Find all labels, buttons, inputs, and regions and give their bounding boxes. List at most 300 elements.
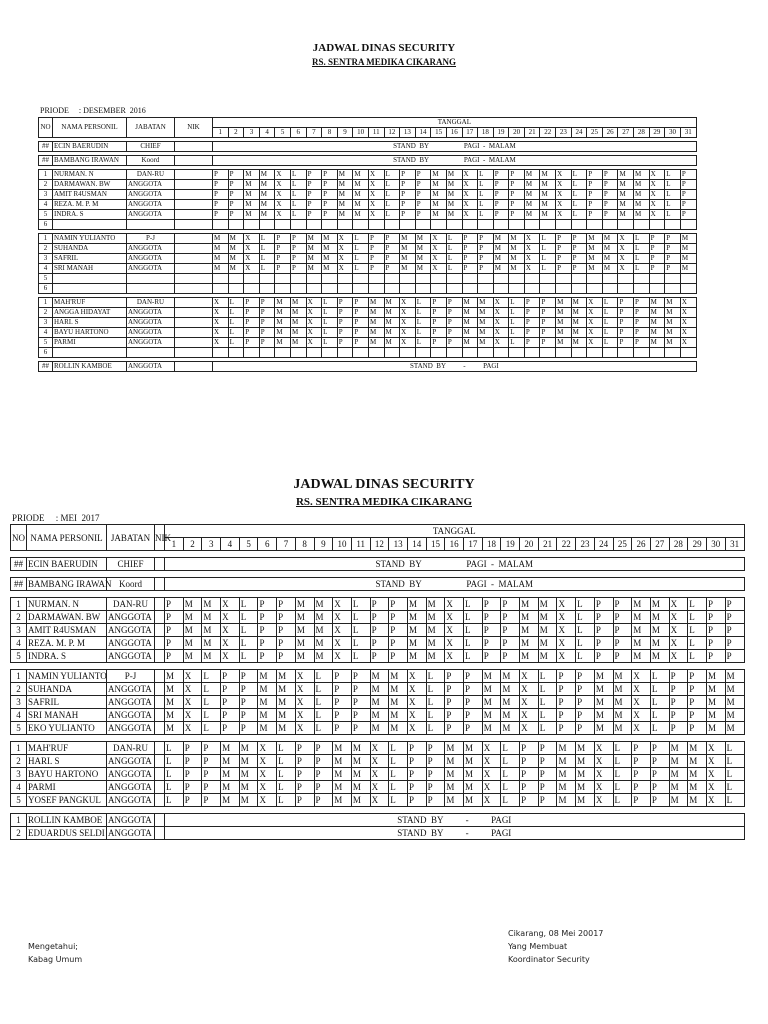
shift-cell: M bbox=[650, 624, 669, 637]
shift-cell: M bbox=[351, 755, 370, 768]
shift-cell: M bbox=[613, 696, 632, 709]
shift-cell: X bbox=[400, 308, 416, 318]
shift-cell: M bbox=[277, 670, 296, 683]
shift-cell: P bbox=[431, 308, 447, 318]
shift-cell: L bbox=[509, 338, 525, 348]
shift-cell: M bbox=[295, 624, 314, 637]
row-jabatan: ANGGOTA bbox=[107, 755, 155, 768]
row-nik bbox=[175, 234, 213, 244]
day-header: 22 bbox=[557, 538, 576, 551]
row-nama bbox=[53, 274, 127, 284]
shift-cell: M bbox=[688, 742, 707, 755]
shift-cell: X bbox=[213, 318, 229, 328]
shift-cell: P bbox=[649, 244, 665, 254]
shift-cell: P bbox=[482, 637, 501, 650]
personnel-row bbox=[39, 210, 697, 220]
shift-cell: P bbox=[725, 650, 744, 663]
day-header: 14 bbox=[415, 128, 431, 138]
shift-cell bbox=[634, 284, 650, 294]
shift-cell: M bbox=[353, 210, 369, 220]
shift-cell: P bbox=[524, 328, 540, 338]
shift-cell: M bbox=[351, 781, 370, 794]
gap-cell bbox=[11, 735, 745, 742]
shift-cell: M bbox=[353, 200, 369, 210]
row-no: 5 bbox=[39, 274, 53, 284]
row-nik bbox=[155, 683, 165, 696]
shift-cell: P bbox=[244, 338, 260, 348]
shift-cell: M bbox=[445, 794, 464, 807]
row-nik bbox=[155, 650, 165, 663]
shift-cell: P bbox=[524, 338, 540, 348]
shift-cell: M bbox=[571, 318, 587, 328]
shift-cell bbox=[571, 348, 587, 358]
shift-cell: P bbox=[337, 308, 353, 318]
shift-cell bbox=[540, 274, 556, 284]
shift-cell: M bbox=[202, 624, 221, 637]
row-jabatan: ANGGOTA bbox=[107, 781, 155, 794]
shift-cell: L bbox=[426, 683, 445, 696]
shift-cell: M bbox=[295, 650, 314, 663]
shift-cell: M bbox=[407, 624, 426, 637]
row-nama: YOSEF PANGKUL bbox=[27, 794, 107, 807]
shift-cell: P bbox=[239, 722, 258, 735]
shift-cell: M bbox=[493, 234, 509, 244]
shift-cell: M bbox=[244, 190, 260, 200]
shift-cell: P bbox=[368, 244, 384, 254]
signature-place-date: Cikarang, 08 Mei 20017 bbox=[508, 929, 604, 938]
shift-cell: M bbox=[493, 264, 509, 274]
shift-cell: L bbox=[509, 298, 525, 308]
row-jabatan: ANGGOTA bbox=[107, 709, 155, 722]
shift-cell: P bbox=[594, 637, 613, 650]
shift-cell bbox=[524, 220, 540, 230]
shift-cell: P bbox=[501, 598, 520, 611]
shift-cell: P bbox=[509, 190, 525, 200]
header-no: NO bbox=[11, 525, 27, 551]
row-nama: MAH'RUF bbox=[53, 298, 127, 308]
shift-cell: P bbox=[322, 210, 338, 220]
day-header: 24 bbox=[571, 128, 587, 138]
shift-cell: M bbox=[306, 264, 322, 274]
shift-cell: L bbox=[277, 794, 296, 807]
shift-cell: P bbox=[556, 244, 572, 254]
shift-cell: M bbox=[389, 683, 408, 696]
shift-cell: P bbox=[277, 624, 296, 637]
shift-cell: X bbox=[258, 742, 277, 755]
shift-cell: P bbox=[618, 318, 634, 328]
shift-cell bbox=[353, 274, 369, 284]
shift-cell: P bbox=[520, 742, 539, 755]
shift-cell: L bbox=[202, 709, 221, 722]
shift-cell bbox=[478, 284, 494, 294]
row-jabatan: ANGGOTA bbox=[107, 696, 155, 709]
shift-cell: P bbox=[725, 611, 744, 624]
row-nik bbox=[175, 244, 213, 254]
shift-cell: X bbox=[258, 794, 277, 807]
shift-cell: M bbox=[478, 298, 494, 308]
shift-cell: L bbox=[464, 650, 483, 663]
shift-cell: P bbox=[706, 624, 725, 637]
shift-cell: M bbox=[314, 611, 333, 624]
shift-cell: P bbox=[314, 768, 333, 781]
shift-cell: P bbox=[587, 170, 603, 180]
shift-cell: P bbox=[540, 298, 556, 308]
day-header: 2 bbox=[228, 128, 244, 138]
personnel-row bbox=[11, 722, 745, 735]
shift-cell: P bbox=[632, 742, 651, 755]
row-no: 6 bbox=[39, 348, 53, 358]
shift-cell: P bbox=[478, 244, 494, 254]
shift-cell: P bbox=[632, 781, 651, 794]
row-jabatan: ANGGOTA bbox=[107, 637, 155, 650]
shift-cell: M bbox=[426, 611, 445, 624]
shift-cell: L bbox=[665, 170, 681, 180]
row-no: 4 bbox=[11, 637, 27, 650]
shift-cell: P bbox=[389, 598, 408, 611]
shift-cell: M bbox=[587, 264, 603, 274]
shift-cell: M bbox=[314, 624, 333, 637]
row-nik bbox=[155, 637, 165, 650]
shift-cell bbox=[384, 348, 400, 358]
shift-cell: P bbox=[688, 683, 707, 696]
shift-cell: P bbox=[183, 794, 202, 807]
shift-cell: X bbox=[520, 722, 539, 735]
shift-cell: M bbox=[202, 637, 221, 650]
shift-cell: P bbox=[509, 200, 525, 210]
shift-cell: X bbox=[649, 210, 665, 220]
shift-cell: M bbox=[333, 794, 352, 807]
shift-cell: M bbox=[415, 264, 431, 274]
day-header: 2 bbox=[183, 538, 202, 551]
shift-cell: P bbox=[258, 637, 277, 650]
shift-cell: X bbox=[557, 598, 576, 611]
shift-cell: M bbox=[275, 308, 291, 318]
shift-cell bbox=[431, 220, 447, 230]
shift-cell: L bbox=[389, 755, 408, 768]
shift-cell: P bbox=[706, 650, 725, 663]
day-header: 22 bbox=[540, 128, 556, 138]
row-no: 4 bbox=[11, 709, 27, 722]
shift-cell: L bbox=[613, 794, 632, 807]
schedule-1-subtitle: RS. SENTRA MEDIKA CIKARANG bbox=[311, 57, 457, 67]
day-header: 9 bbox=[314, 538, 333, 551]
shift-cell: P bbox=[634, 308, 650, 318]
shift-cell: M bbox=[431, 190, 447, 200]
shift-cell: P bbox=[431, 328, 447, 338]
row-no: ## bbox=[11, 578, 27, 591]
day-header: 13 bbox=[400, 128, 416, 138]
shift-cell: L bbox=[688, 611, 707, 624]
shift-cell: X bbox=[520, 683, 539, 696]
shift-cell: P bbox=[228, 170, 244, 180]
shift-cell: M bbox=[275, 318, 291, 328]
shift-cell bbox=[290, 284, 306, 294]
shift-cell: P bbox=[384, 234, 400, 244]
shift-cell: M bbox=[571, 338, 587, 348]
shift-cell: P bbox=[415, 210, 431, 220]
shift-cell: P bbox=[426, 755, 445, 768]
shift-cell: X bbox=[556, 170, 572, 180]
shift-cell: L bbox=[478, 210, 494, 220]
shift-cell: P bbox=[202, 742, 221, 755]
shift-cell: M bbox=[576, 742, 595, 755]
row-nik bbox=[175, 284, 213, 294]
day-header: 15 bbox=[431, 128, 447, 138]
row-nik bbox=[155, 755, 165, 768]
shift-cell: M bbox=[618, 180, 634, 190]
shift-cell: X bbox=[221, 624, 240, 637]
shift-cell: M bbox=[213, 254, 229, 264]
row-no: 2 bbox=[11, 683, 27, 696]
shift-cell: L bbox=[290, 210, 306, 220]
shift-cell: L bbox=[165, 742, 184, 755]
shift-cell: M bbox=[314, 650, 333, 663]
shift-cell: X bbox=[649, 180, 665, 190]
shift-cell: M bbox=[650, 650, 669, 663]
shift-cell bbox=[400, 274, 416, 284]
shift-cell: L bbox=[322, 298, 338, 308]
shift-cell: P bbox=[462, 264, 478, 274]
gap-cell bbox=[11, 807, 745, 814]
shift-cell: P bbox=[353, 298, 369, 308]
shift-cell: L bbox=[464, 637, 483, 650]
shift-cell: L bbox=[165, 781, 184, 794]
shift-cell: P bbox=[228, 200, 244, 210]
shift-cell: M bbox=[464, 768, 483, 781]
row-standby: STAND BY - PAGI bbox=[213, 362, 697, 372]
shift-cell: X bbox=[632, 670, 651, 683]
shift-cell: P bbox=[446, 318, 462, 328]
shift-cell: M bbox=[370, 709, 389, 722]
row-nama: HARI. S bbox=[53, 318, 127, 328]
shift-cell: P bbox=[464, 709, 483, 722]
shift-cell: M bbox=[482, 696, 501, 709]
shift-cell: M bbox=[632, 598, 651, 611]
shift-cell: M bbox=[165, 722, 184, 735]
row-nama: DARMAWAN. BW bbox=[27, 611, 107, 624]
shift-cell: M bbox=[407, 650, 426, 663]
shift-cell: P bbox=[618, 298, 634, 308]
shift-cell: P bbox=[426, 781, 445, 794]
row-jabatan: ANGGOTA bbox=[107, 624, 155, 637]
shift-cell: P bbox=[370, 650, 389, 663]
shift-cell: M bbox=[337, 190, 353, 200]
shift-cell: P bbox=[602, 200, 618, 210]
shift-cell: L bbox=[665, 180, 681, 190]
shift-cell: M bbox=[290, 318, 306, 328]
row-jabatan: DAN-RU bbox=[127, 298, 175, 308]
day-header: 27 bbox=[650, 538, 669, 551]
row-nama: EKO YULIANTO bbox=[27, 722, 107, 735]
row-no: 5 bbox=[11, 722, 27, 735]
shift-cell: M bbox=[482, 670, 501, 683]
shift-cell: P bbox=[445, 670, 464, 683]
shift-cell: L bbox=[384, 180, 400, 190]
day-header: 27 bbox=[618, 128, 634, 138]
row-jabatan: ANGGOTA bbox=[127, 308, 175, 318]
shift-cell bbox=[634, 274, 650, 284]
shift-cell: P bbox=[259, 338, 275, 348]
row-jabatan: P-J bbox=[127, 234, 175, 244]
shift-cell: X bbox=[337, 264, 353, 274]
shift-cell: X bbox=[462, 190, 478, 200]
shift-cell bbox=[384, 220, 400, 230]
row-nama: SAFRIL bbox=[53, 254, 127, 264]
shift-cell: M bbox=[501, 722, 520, 735]
group-gap bbox=[11, 551, 745, 558]
row-nama: PARMI bbox=[27, 781, 107, 794]
shift-cell: X bbox=[669, 637, 688, 650]
shift-cell bbox=[509, 348, 525, 358]
row-nik bbox=[175, 210, 213, 220]
shift-cell: X bbox=[221, 650, 240, 663]
shift-cell: X bbox=[493, 328, 509, 338]
shift-cell: P bbox=[613, 598, 632, 611]
shift-cell: M bbox=[400, 234, 416, 244]
shift-cell: L bbox=[351, 611, 370, 624]
personnel-row bbox=[11, 827, 745, 840]
shift-cell: M bbox=[464, 755, 483, 768]
shift-cell: M bbox=[706, 696, 725, 709]
shift-cell bbox=[228, 348, 244, 358]
shift-cell: L bbox=[501, 768, 520, 781]
shift-cell: L bbox=[650, 696, 669, 709]
shift-cell bbox=[524, 274, 540, 284]
shift-cell: M bbox=[407, 598, 426, 611]
shift-cell: P bbox=[244, 308, 260, 318]
row-jabatan: ANGGOTA bbox=[127, 362, 175, 372]
shift-cell: X bbox=[594, 794, 613, 807]
shift-cell: L bbox=[165, 755, 184, 768]
shift-cell: M bbox=[239, 781, 258, 794]
shift-cell: L bbox=[353, 244, 369, 254]
shift-cell: M bbox=[669, 768, 688, 781]
row-nik bbox=[175, 190, 213, 200]
shift-cell bbox=[244, 348, 260, 358]
row-jabatan: CHIEF bbox=[127, 142, 175, 152]
shift-cell: M bbox=[594, 709, 613, 722]
row-nama: BAMBANG IRAWAN bbox=[28, 579, 112, 589]
shift-cell: L bbox=[446, 254, 462, 264]
row-standby: STAND BY - PAGI bbox=[165, 814, 745, 827]
row-nama: BAYU HARTONO bbox=[27, 768, 107, 781]
shift-cell: X bbox=[556, 210, 572, 220]
shift-cell: X bbox=[587, 318, 603, 328]
shift-cell: P bbox=[725, 598, 744, 611]
day-header: 17 bbox=[462, 128, 478, 138]
shift-cell: P bbox=[665, 244, 681, 254]
shift-cell: M bbox=[306, 244, 322, 254]
day-header: 25 bbox=[587, 128, 603, 138]
shift-cell: P bbox=[462, 254, 478, 264]
shift-cell: M bbox=[602, 244, 618, 254]
shift-cell: M bbox=[445, 755, 464, 768]
shift-cell: M bbox=[725, 683, 744, 696]
shift-cell: X bbox=[221, 598, 240, 611]
shift-cell: L bbox=[540, 244, 556, 254]
day-header: 23 bbox=[576, 538, 595, 551]
row-nik bbox=[155, 781, 165, 794]
shift-cell: P bbox=[478, 264, 494, 274]
shift-cell: M bbox=[244, 170, 260, 180]
shift-cell: M bbox=[426, 650, 445, 663]
shift-cell: M bbox=[239, 794, 258, 807]
personnel-row bbox=[39, 180, 697, 190]
shift-cell bbox=[213, 220, 229, 230]
shift-cell: P bbox=[389, 650, 408, 663]
shift-cell: P bbox=[602, 180, 618, 190]
shift-cell: X bbox=[618, 234, 634, 244]
shift-cell: M bbox=[688, 794, 707, 807]
shift-cell: X bbox=[587, 308, 603, 318]
day-header: 20 bbox=[520, 538, 539, 551]
shift-cell bbox=[462, 284, 478, 294]
shift-cell bbox=[400, 220, 416, 230]
shift-cell: M bbox=[587, 254, 603, 264]
shift-cell: P bbox=[669, 696, 688, 709]
shift-cell: L bbox=[290, 180, 306, 190]
shift-cell: P bbox=[221, 696, 240, 709]
day-header: 12 bbox=[370, 538, 389, 551]
shift-cell: P bbox=[322, 200, 338, 210]
shift-cell: P bbox=[314, 781, 333, 794]
personnel-row bbox=[11, 794, 745, 807]
shift-cell: L bbox=[353, 234, 369, 244]
shift-cell: X bbox=[524, 234, 540, 244]
shift-cell: P bbox=[314, 794, 333, 807]
day-header: 31 bbox=[725, 538, 744, 551]
shift-cell: X bbox=[706, 768, 725, 781]
shift-cell: M bbox=[520, 637, 539, 650]
header-nama: NAMA PERSONIL bbox=[27, 525, 107, 551]
shift-cell: M bbox=[706, 722, 725, 735]
shift-cell: M bbox=[259, 210, 275, 220]
shift-cell: M bbox=[618, 190, 634, 200]
shift-cell: X bbox=[221, 611, 240, 624]
shift-cell: M bbox=[277, 722, 296, 735]
shift-cell: L bbox=[384, 170, 400, 180]
shift-cell: L bbox=[259, 244, 275, 254]
shift-cell: P bbox=[688, 670, 707, 683]
shift-cell: M bbox=[725, 670, 744, 683]
row-nik bbox=[175, 180, 213, 190]
shift-cell: P bbox=[602, 190, 618, 200]
shift-cell: M bbox=[259, 200, 275, 210]
shift-cell: M bbox=[306, 234, 322, 244]
shift-cell: X bbox=[333, 598, 352, 611]
shift-cell: P bbox=[368, 234, 384, 244]
row-no: 2 bbox=[39, 244, 53, 254]
shift-cell: X bbox=[368, 170, 384, 180]
shift-cell: X bbox=[407, 670, 426, 683]
row-no: ## bbox=[11, 558, 27, 571]
shift-cell: M bbox=[431, 170, 447, 180]
shift-cell: M bbox=[415, 234, 431, 244]
shift-cell: X bbox=[295, 696, 314, 709]
shift-cell bbox=[602, 220, 618, 230]
shift-cell: P bbox=[275, 234, 291, 244]
shift-cell bbox=[415, 220, 431, 230]
shift-cell: P bbox=[571, 254, 587, 264]
shift-cell: L bbox=[415, 308, 431, 318]
shift-cell: M bbox=[368, 308, 384, 318]
shift-cell: M bbox=[426, 624, 445, 637]
shift-cell: M bbox=[213, 264, 229, 274]
shift-cell: P bbox=[351, 709, 370, 722]
row-no: 1 bbox=[39, 298, 53, 308]
row-jabatan: ANGGOTA bbox=[127, 210, 175, 220]
personnel-row bbox=[39, 318, 697, 328]
